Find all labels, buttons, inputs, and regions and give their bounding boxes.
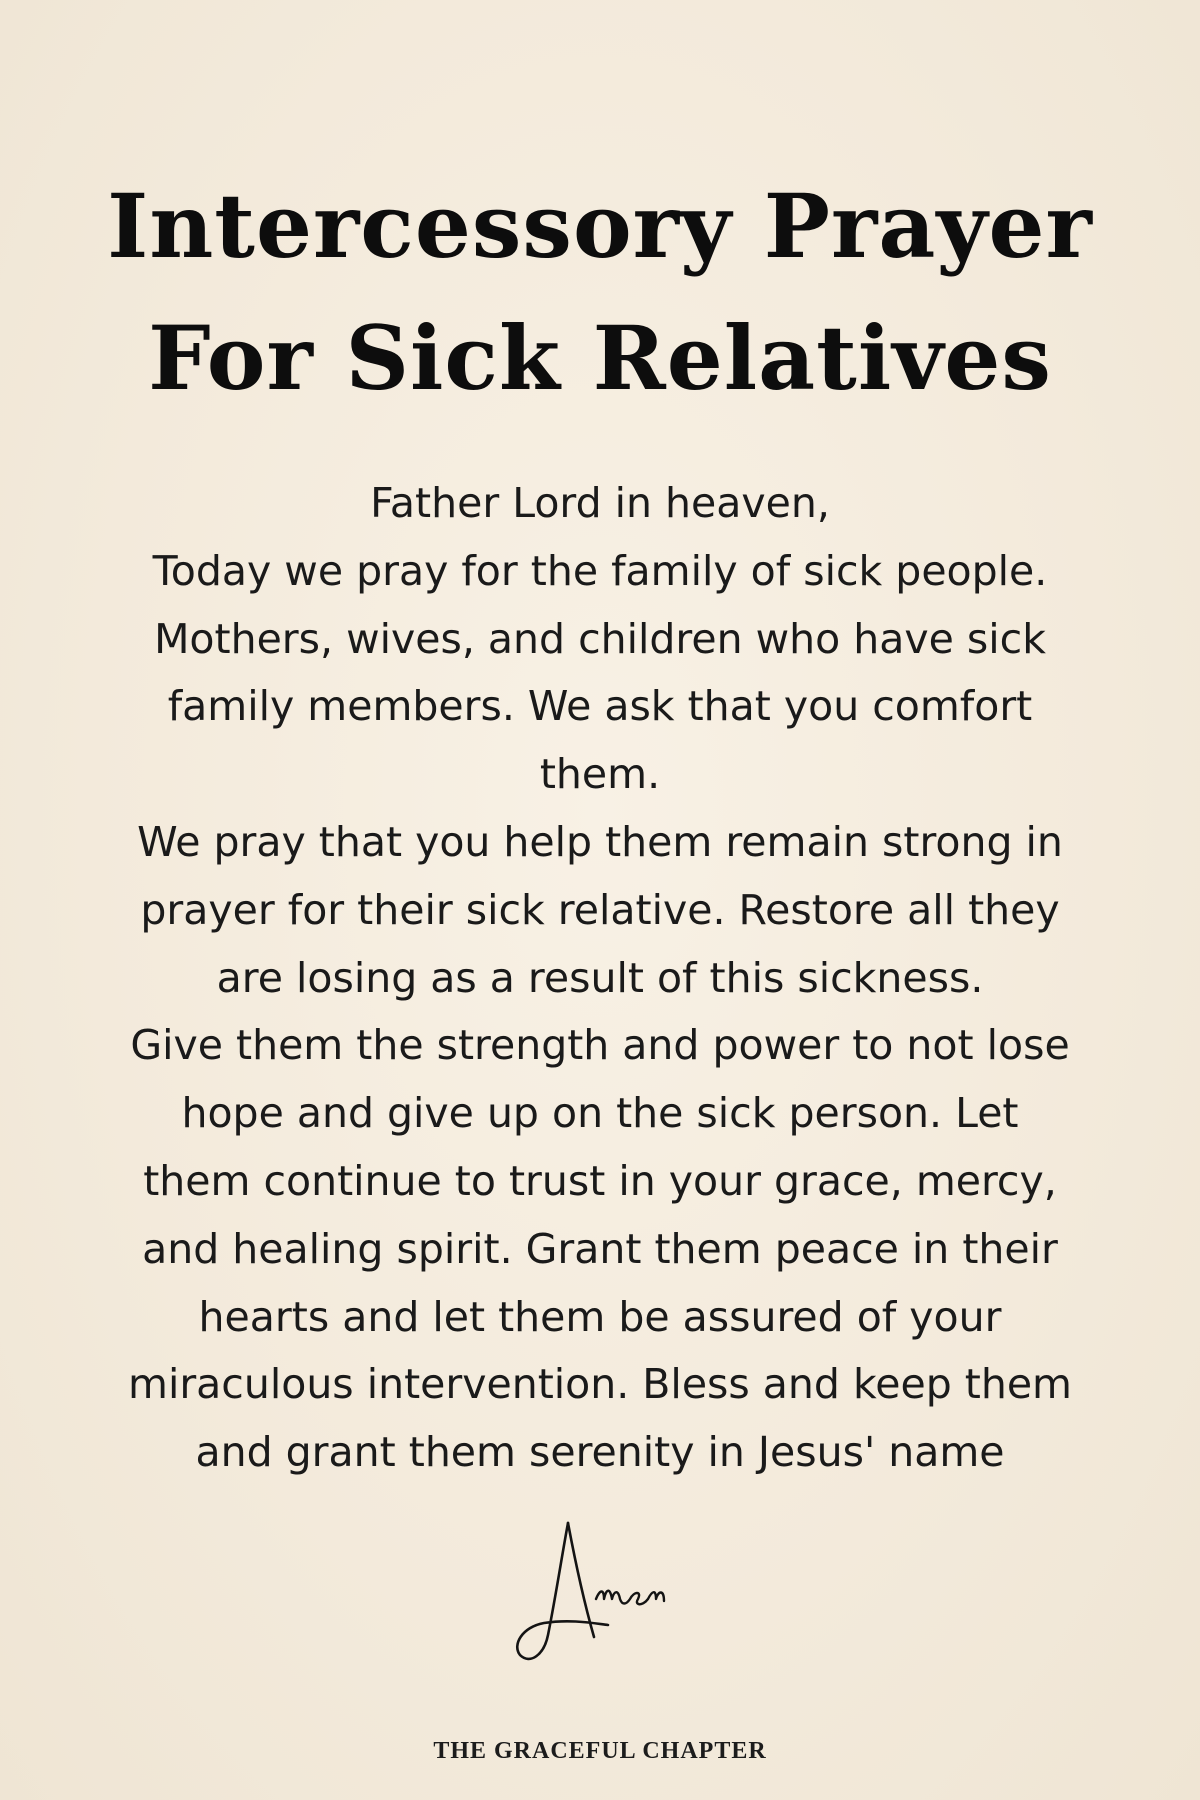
prayer-line: are losing as a result of this sickness. [216,953,984,1002]
prayer-line: and healing spirit. Grant them peace in their [142,1224,1058,1273]
prayer-line: Father Lord in heaven, [370,479,830,527]
amen-script-glyph [510,1515,710,1675]
prayer-text [60,470,1140,1487]
prayer-line: hope and give up on the sick person. Let [181,1089,1019,1138]
prayer-line: Today we pray for the family of sick people. [152,546,1048,595]
prayer-line: family members. We ask that you comfort [167,682,1033,731]
prayer-line: We pray that you help them remain strong in [137,817,1063,866]
prayer-line: prayer for their sick relative. Restore all they [140,885,1060,934]
prayer-line: them continue to trust in your grace, mercy, [143,1156,1057,1205]
prayer-line: and grant them serenity in Jesus' name [195,1428,1005,1477]
title-line-1: Intercessory Prayer [107,174,1093,278]
page-title [0,160,1200,424]
prayer-line: Give them the strength and power to not lose [130,1021,1070,1070]
prayer-line: Mothers, wives, and children who have sick [154,614,1046,663]
prayer-line: them. [539,750,661,799]
prayer-line: hearts and let them be assured of your [198,1292,1002,1341]
brand-footer: THE GRACEFUL CHAPTER [433,1738,767,1764]
amen-signature [510,1515,710,1675]
title-line-2: For Sick Relatives [148,306,1052,410]
prayer-line: miraculous intervention. Bless and keep them [128,1360,1072,1409]
